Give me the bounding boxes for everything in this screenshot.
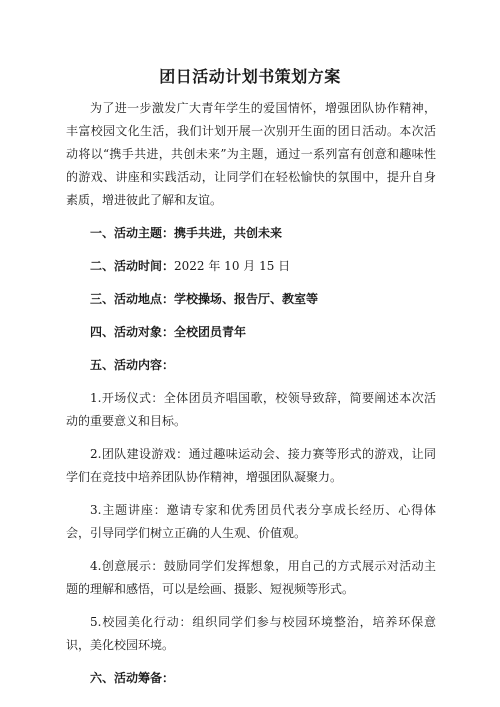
intro-paragraph: 为了进一步激发广大青年学生的爱国情怀，增强团队协作精神，丰富校园文化生活，我们计划开展一次别开生面的团日活动。本次活动将以“携手共进，共创未来”为主题，通过一系列富有创意和趣味性的游戏、讲座和实践活动，让同学们在轻松愉快的氛围中，提升自身素质，增进彼此了解和友谊。 bbox=[66, 101, 436, 207]
document-title: 团日活动计划书策划方案 bbox=[159, 67, 341, 86]
section-place: 三、活动地点：学校操场、报告厅、教室等 bbox=[90, 292, 319, 306]
content-item-creative-show: 4.创意展示：鼓励同学们发挥想象，用自己的方式展示对活动主题的理解和感悟，可以是绘画、摄影、短视频等形式。 bbox=[66, 559, 436, 596]
section-content: 五、活动内容： bbox=[90, 358, 175, 372]
document-body bbox=[66, 97, 436, 700]
content-item-campus-beautify: 5.校园美化行动：组织同学们参与校园环境整治，培养环保意识，美化校园环境。 bbox=[66, 615, 436, 652]
section-theme: 一、活动主题：携手共进，共创未来 bbox=[90, 226, 283, 240]
section-prep: 六、活动筹备： bbox=[90, 671, 175, 685]
section-target: 四、活动对象：全校团员青年 bbox=[90, 325, 247, 339]
section-time-label: 二、活动时间： bbox=[90, 259, 175, 273]
content-item-lecture: 3.主题讲座：邀请专家和优秀团员代表分享成长经历、心得体会，引导同学们树立正确的人生观、价值观。 bbox=[66, 503, 436, 540]
section-time bbox=[66, 255, 436, 278]
content-item-opening: 1.开场仪式：全体团员齐唱国歌，校领导致辞，简要阐述本次活动的重要意义和目标。 bbox=[66, 391, 436, 428]
content-item-team-games: 2.团队建设游戏：通过趣味运动会、接力赛等形式的游戏，让同学们在竞技中培养团队协作精神，增强团队凝聚力。 bbox=[66, 447, 436, 484]
section-time-value: 2022 年 10 月 15 日 bbox=[174, 259, 291, 273]
